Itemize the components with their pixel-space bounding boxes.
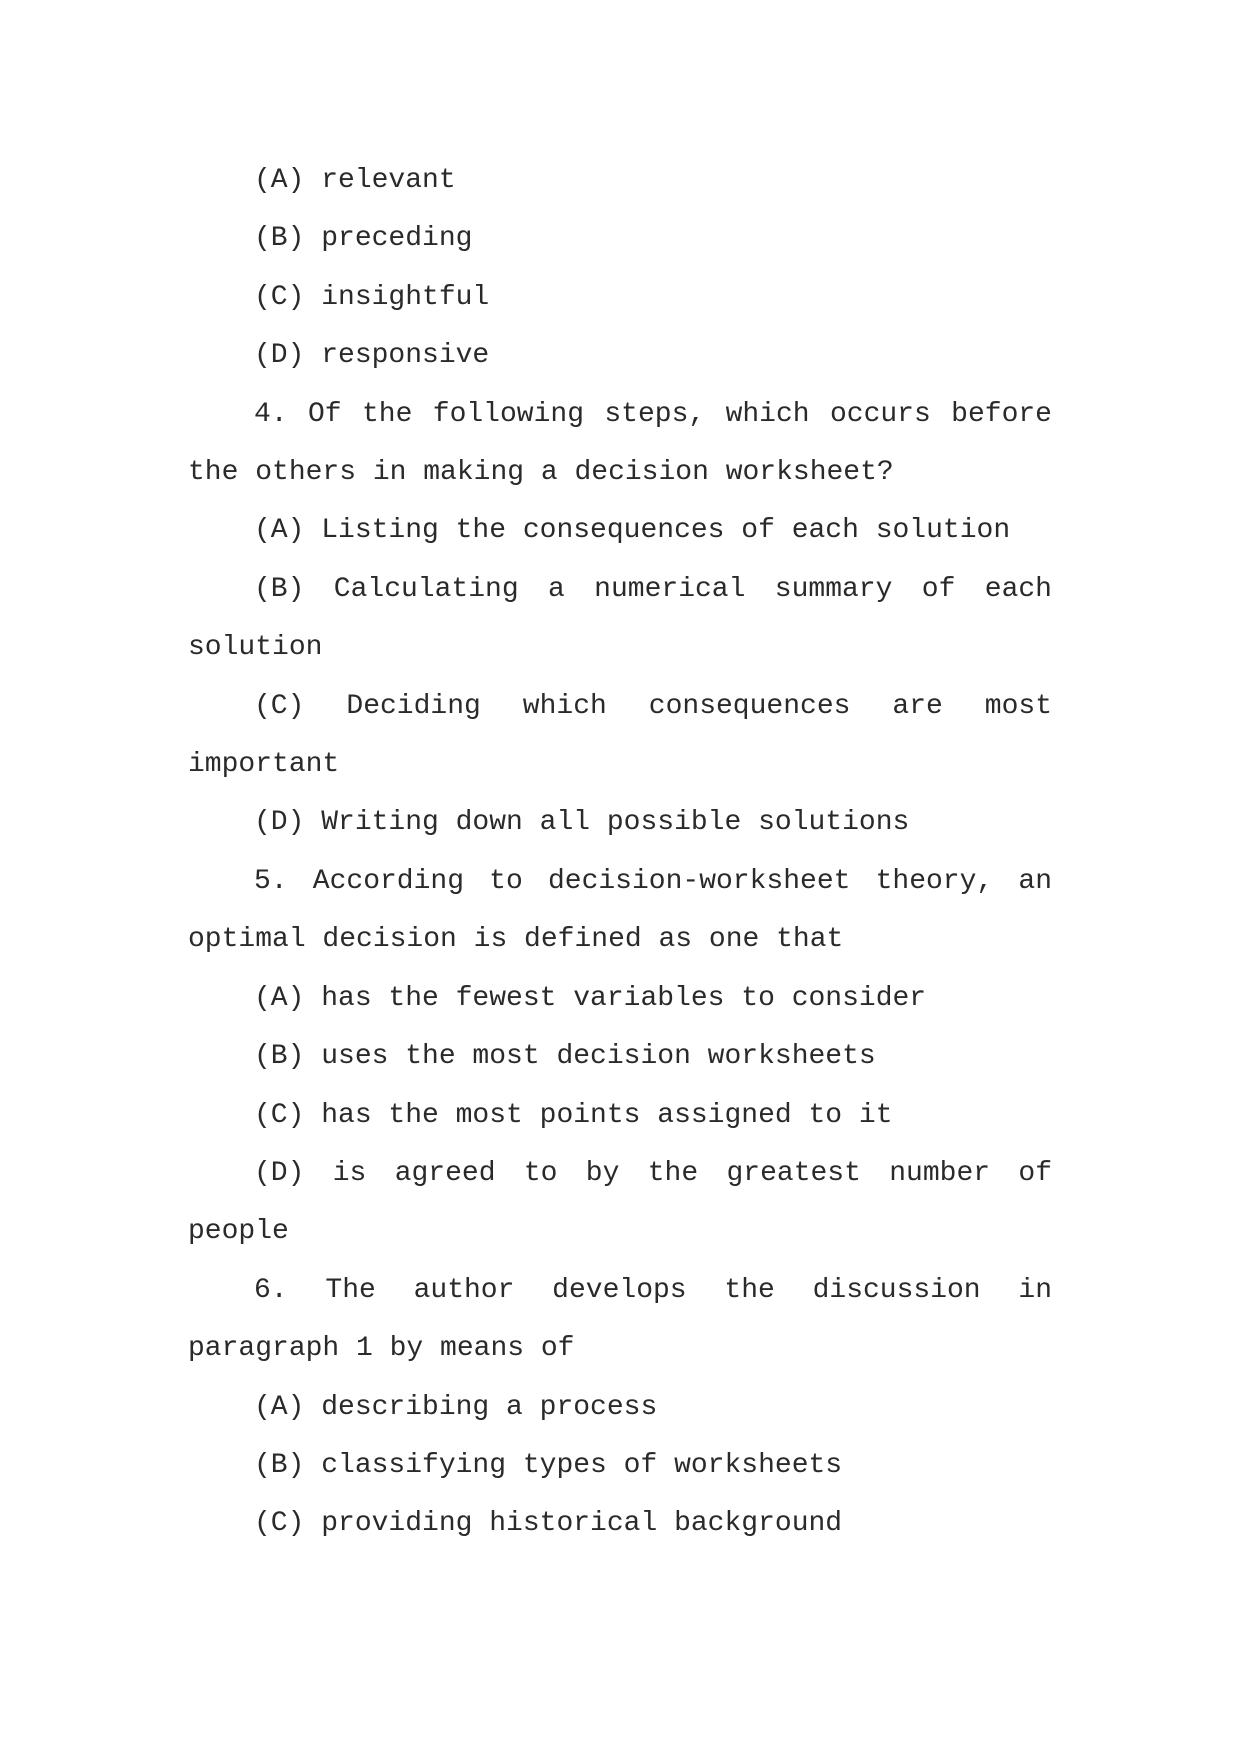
text-line: (D) is agreed to by the greatest number of bbox=[254, 1157, 1052, 1189]
text-line: (B) classifying types of worksheets bbox=[254, 1449, 843, 1481]
text-line: (D) responsive bbox=[254, 340, 490, 372]
text-line: (C) has the most points assigned to it bbox=[254, 1099, 893, 1131]
exam-questions-text bbox=[188, 152, 1052, 1554]
text-line: (C) providing historical background bbox=[254, 1508, 843, 1540]
text-line: people bbox=[188, 1216, 289, 1248]
text-line: paragraph 1 by means of bbox=[188, 1333, 575, 1365]
text-line: (B) Calculating a numerical summary of each bbox=[254, 573, 1052, 605]
text-line: (C) insightful bbox=[254, 281, 490, 313]
text-line: 4. Of the following steps, which occurs before bbox=[254, 398, 1052, 430]
text-line: optimal decision is defined as one that bbox=[188, 924, 844, 956]
text-line: (D) Writing down all possible solutions bbox=[254, 807, 910, 839]
text-line: important bbox=[188, 749, 340, 781]
text-line: the others in making a decision worksheet? bbox=[188, 457, 894, 489]
text-line: (C) Deciding which consequences are most bbox=[254, 690, 1052, 722]
text-line: (B) uses the most decision worksheets bbox=[254, 1041, 876, 1073]
text-line: 6. The author develops the discussion in bbox=[254, 1274, 1052, 1306]
text-line: 5. According to decision-worksheet theory, an bbox=[254, 865, 1052, 897]
text-line: (A) describing a process bbox=[254, 1391, 658, 1423]
text-line: (A) Listing the consequences of each solution bbox=[254, 515, 1011, 547]
text-line: (A) relevant bbox=[254, 165, 456, 196]
text-line: solution bbox=[188, 632, 323, 664]
text-line: (A) has the fewest variables to consider bbox=[254, 982, 927, 1014]
text-line: (B) preceding bbox=[254, 223, 473, 255]
